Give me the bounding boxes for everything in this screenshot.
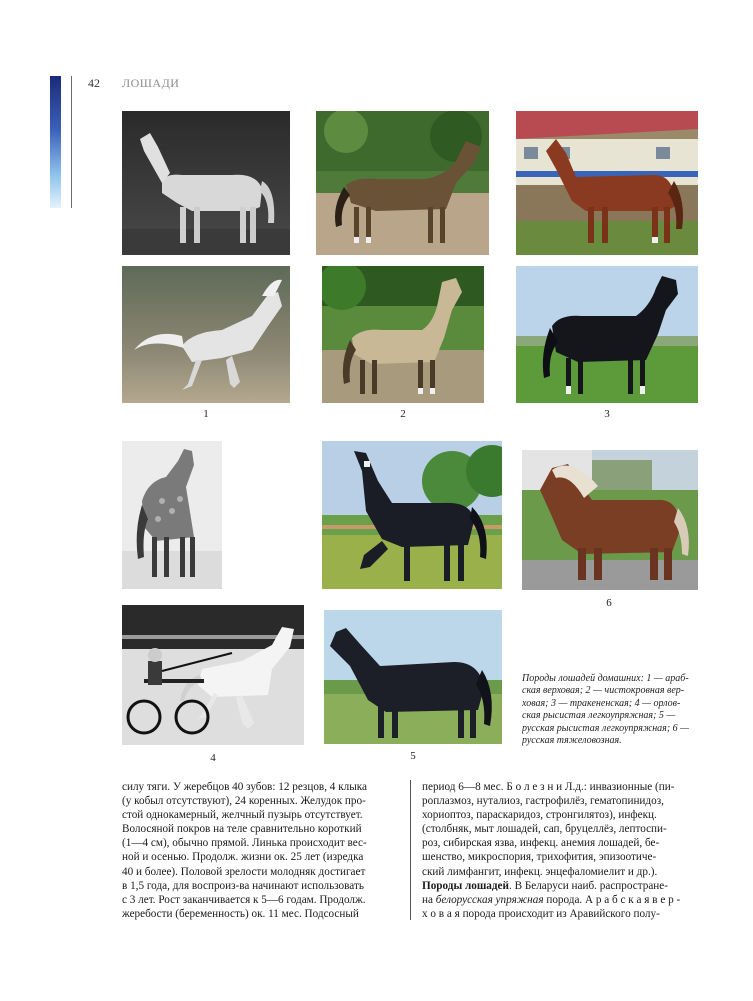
caption-line: русская рысистая легкоупряжная; 6 — [522, 722, 690, 734]
caption-line: русская тяжеловозная. [522, 735, 622, 747]
running-title: ЛОШАДИ [122, 76, 180, 90]
text-line: х о в а я порода происходит из Аравийского полу- [422, 907, 660, 920]
text-line: (у кобыл отсутствуют), 24 коренных. Желудок про- [122, 795, 366, 808]
text-line [422, 893, 701, 907]
photo-trakehner-black [516, 266, 698, 403]
photo-orlov-dapple-grey [122, 441, 222, 589]
sidebar-gradient-bar [50, 76, 61, 208]
caption-line: ская верховая; 2 — чистокровная вер- [522, 685, 685, 697]
photo-heavy-draft-chestnut [522, 450, 698, 590]
photo-akhal-teke-buckskin [322, 266, 484, 403]
figure-number-5: 5 [410, 750, 416, 762]
text-fragment: . В Беларуси наиб. распростране- [508, 879, 668, 892]
photo-russian-trotter-racing [122, 605, 304, 745]
section-heading: Породы лошадей [422, 879, 509, 892]
caption-line: ская рысистая легкоупряжная; 5 — [522, 710, 676, 722]
text-line: Волосяной покров на теле сравнительно короткий [122, 823, 362, 836]
breed-name-italic: белорусская упряжная [435, 893, 544, 906]
photo-arab-grey-rearing [122, 266, 290, 403]
text-line: в 1,5 года, для воспроиз-ва начинают использовать [122, 879, 364, 892]
caption-line: Породы лошадей домашних: 1 — араб- [522, 673, 689, 684]
photo-thoroughbred-bay [316, 111, 489, 255]
text-line: стой однокамерный, желчный пузырь отсутствует. [122, 809, 363, 822]
text-line: ной и осенью. Продолж. жизни ок. 25 лет (изредка [122, 851, 364, 864]
text-line: (столбняк, мыт лошадей, сап, бруцеллёз, лептоспи- [422, 823, 667, 836]
text-line [422, 879, 701, 893]
body-column-right [422, 780, 701, 921]
text-line: (1—4 см), обычно прямой. Линька происходит вес- [122, 837, 367, 850]
text-line: 40 и более). Половой зрелости молодняк достигает [122, 865, 366, 878]
figure-number-1: 1 [203, 408, 209, 420]
text-line: период 6—8 мес. Б о л е з н и Л.д.: инвазионные (пи- [422, 781, 675, 793]
text-line: ский лимфангит, инфекц. энцефаломиелит и др.). [422, 865, 658, 878]
photo-arab-grey-standing [122, 111, 290, 255]
figure-caption [522, 673, 702, 747]
text-line: хориоптоз, параскаридоз, стронгилятоз), инфекц. [422, 809, 657, 822]
photo-orlov-black-trotting [322, 441, 502, 589]
column-divider [410, 780, 411, 920]
figure-number-4: 4 [210, 752, 216, 764]
text-fragment: порода. А р а б с к а я в е р - [543, 893, 681, 906]
text-line: роплазмоз, нуталиоз, гастрофилёз, гематопинидоз, [422, 795, 664, 808]
figure-number-2: 2 [400, 408, 406, 420]
text-line: шенство, микроспория, трихофития, эпизоотиче- [422, 851, 657, 864]
text-fragment: на [422, 893, 436, 906]
body-column-left [122, 780, 400, 921]
text-line: роз, сибирская язва, инфекц. анемия лошадей, бе- [422, 837, 660, 850]
photo-russian-trotter-black [324, 610, 502, 744]
page-number: 42 [88, 76, 100, 90]
caption-line: ховая; 3 — тракененская; 4 — орлов- [522, 697, 681, 709]
photo-trakehner-chestnut [516, 111, 698, 255]
figure-number-6: 6 [606, 597, 612, 609]
text-line: жеребости (беременность) ок. 11 мес. Подсосный [122, 907, 359, 920]
text-line: силу тяги. У жеребцов 40 зубов: 12 резцов, 4 клыка [122, 781, 367, 793]
sidebar-rule [71, 76, 72, 208]
figure-number-3: 3 [604, 408, 610, 420]
text-line: с 3 лет. Рост заканчивается к 5—6 годам. Продолж. [122, 893, 366, 906]
